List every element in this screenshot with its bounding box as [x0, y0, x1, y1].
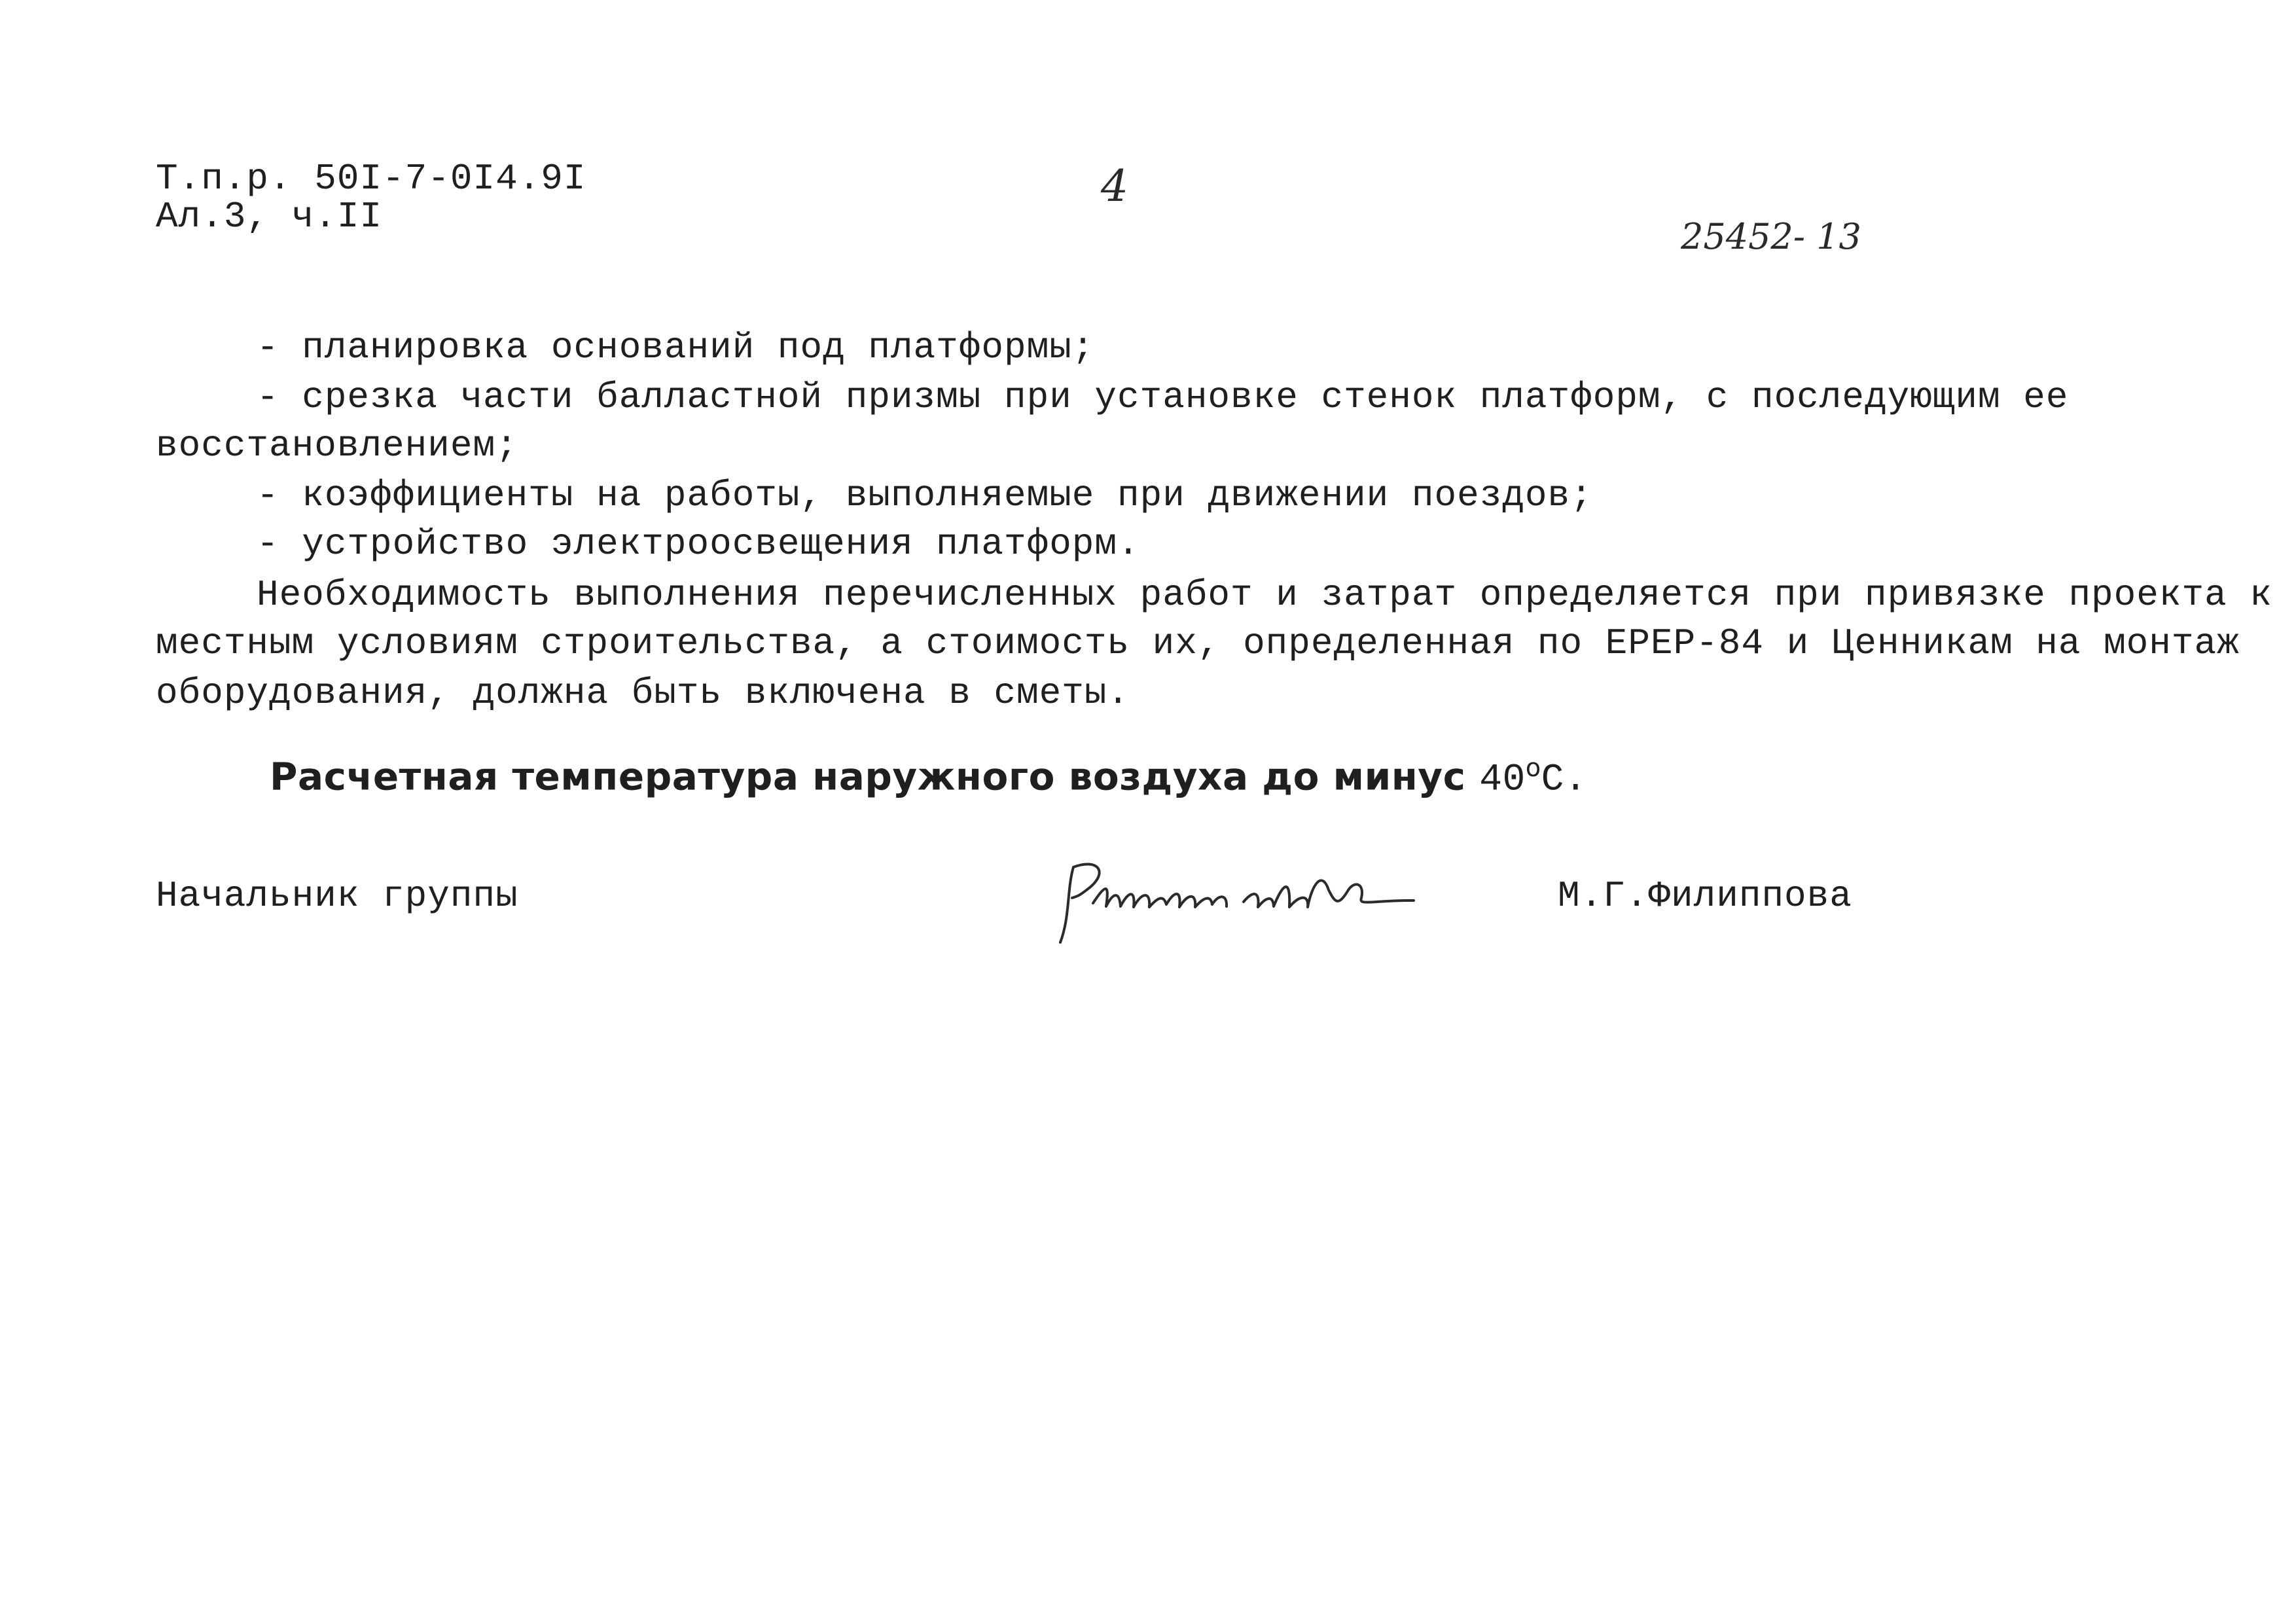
signer-role: Начальник группы: [156, 875, 518, 917]
page-number: 4: [1101, 161, 1128, 211]
list-item: - коэффициенты на работы, выполняемые при движении поездов;: [257, 474, 1593, 516]
list-item: - устройство электроосвещения платформ.: [257, 523, 1140, 565]
temperature-value: 40: [1479, 758, 1526, 802]
paragraph-line: оборудования, должна быть включена в сметы.: [156, 672, 1130, 714]
handwritten-signature: [1047, 844, 1427, 949]
document-code: Т.п.р. 50I-7-0I4.9I: [156, 158, 586, 200]
inventory-number: 25452- 13: [1681, 216, 1861, 257]
list-item: - срезка части балластной призмы при установке стенок платформ, с последующим ее: [257, 376, 2069, 418]
temperature-unit: С.: [1541, 758, 1588, 802]
list-item-continuation: восстановлением;: [156, 425, 518, 467]
temperature-note: [270, 746, 1587, 802]
album-reference: Ал.3, ч.II: [156, 196, 383, 238]
degree-mark: о: [1525, 753, 1541, 782]
temperature-note-text: Расчетная температура наружного воздуха до минус: [270, 754, 1480, 799]
paragraph-line: местным условиям строительства, а стоимость их, определенная по ЕРЕР-84 и Ценникам на монтаж: [156, 622, 2240, 664]
signer-name: М.Г.Филиппова: [1558, 875, 1852, 917]
paragraph-line: Необходимость выполнения перечисленных работ и затрат определяется при привязке проекта к: [257, 574, 2272, 616]
list-item: - планировка оснований под платформы;: [257, 327, 1095, 368]
